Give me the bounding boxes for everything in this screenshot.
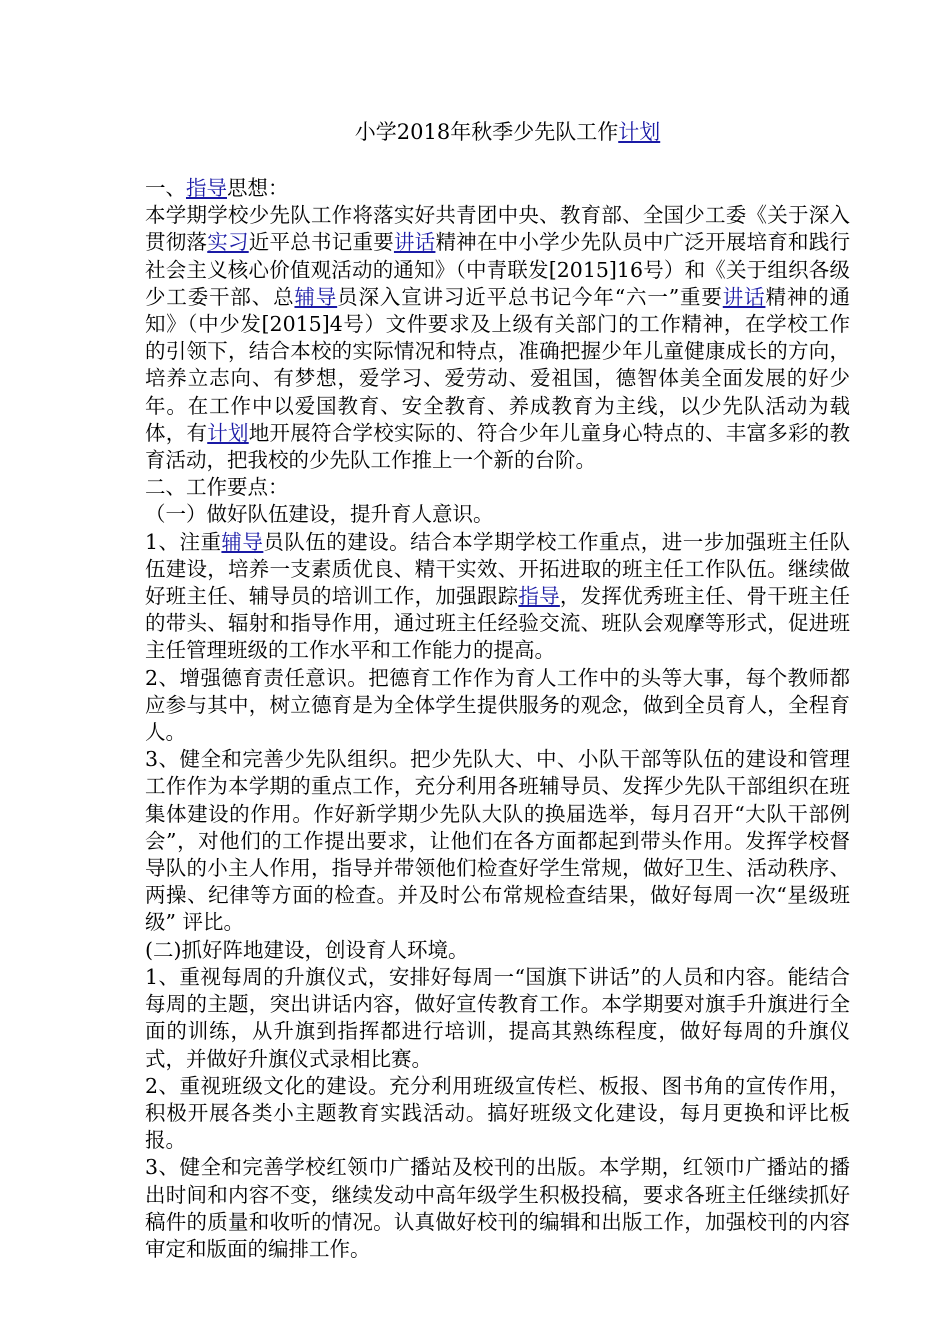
paragraph-text: 思想： <box>227 176 289 200</box>
inline-link[interactable]: 讲话 <box>393 230 436 255</box>
paragraph <box>145 474 850 501</box>
paragraph-text: 精神在中小学少先队员中广泛开展培育和践行社会主义核心价值观活动的通知》（中青联发[2015]16号）和《关于组织各级少工委干部、总 <box>145 230 851 309</box>
paragraph-text: 1、重视每周的升旗仪式，安排好每周一“国旗下讲话”的人员和内容。能结合每周的主题，突出讲话内容，做好宣传教育工作。本学期要对旗手升旗进行全面的训练，从升旗到指挥都进行培训，提高其熟练程度，做好每周的升旗仪式，并做好升旗仪式录相比赛。 <box>145 964 850 1071</box>
inline-link[interactable]: 指导 <box>518 584 560 609</box>
paragraph <box>145 1073 850 1155</box>
paragraph <box>145 665 850 747</box>
paragraph-text: 2、重视班级文化的建设。充分利用班级宣传栏、板报、图书角的宣传作用，积极开展各类小主题教育实践活动。搞好班级文化建设，每月更换和评比板报。 <box>145 1073 850 1153</box>
paragraph-text: 员深入宣讲习近平总书记今年“六一”重要 <box>337 284 723 309</box>
paragraph <box>145 175 850 202</box>
inline-link[interactable]: 辅导 <box>294 284 338 309</box>
inline-link[interactable]: 讲话 <box>722 284 766 309</box>
paragraph-text: 一、 <box>145 176 186 200</box>
paragraph-text: 精神的通知》（中少发[2015]4号）文件要求及上级有关部门的工作精神，在学校工作的引领下，结合本校的实际情况和特点，准确把握少年儿童健康成长的方向，培养立志向、有梦想，爱学习、爱劳动、爱祖国，德智体美全面发展的好少年。在工作中以爱国教育、安全教育、养成教育为主线，以少先队活动为载体，有 <box>145 284 851 445</box>
inline-link[interactable]: 计划 <box>207 420 249 445</box>
paragraph <box>145 746 850 936</box>
paragraph-text: 3、健全和完善少先队组织。把少先队大、中、小队干部等队伍的建设和管理工作作为本学期的重点工作，充分利用各班辅导员、发挥少先队干部组织在班集体建设的作用。作好新学期少先队大队的换届选举，每月召开“大队干部例会”，对他们的工作提出要求，让他们在各方面都起到带头作用。发挥学校督导队的小主人作用，指导并带领他们检查好学生常规，做好卫生、活动秩序、两操、纪律等方面的检查。并及时公布常规检查结果，做好每周一次“星级班级” 评比。 <box>145 747 850 935</box>
paragraph-text: 二、工作要点： <box>145 475 289 500</box>
paragraph-text: （一）做好队伍建设，提升育人意识。 <box>145 502 494 527</box>
paragraph <box>145 964 850 1073</box>
paragraph-text: ，发挥优秀班主任、骨干班主任的带头、辐射和指导作用，通过班主任经验交流、班队会观摩等形式，促进班主任管理班级的工作水平和工作能力的提高。 <box>145 584 851 663</box>
document-body <box>145 175 850 1263</box>
paragraph <box>145 501 850 528</box>
paragraph-text: 3、健全和完善学校红领巾广播站及校刊的出版。本学期，红领巾广播站的播出时间和内容不变，继续发动中高年级学生积极投稿，要求各班主任继续抓好稿件的质量和收听的情况。认真做好校刊的编辑和出版工作，加强校刊的内容审定和版面的编排工作。 <box>145 1155 850 1261</box>
paragraph-text: 本学期学校少先队工作将落实好共青团中央、教育部、全国少工委《关于深入贯彻落 <box>145 203 850 255</box>
document-title <box>145 117 850 147</box>
paragraph-text: 1、注重 <box>145 529 222 554</box>
paragraph <box>145 937 850 964</box>
title-text: 小学2018年秋季少先队工作 <box>354 120 619 144</box>
paragraph <box>145 1154 850 1263</box>
paragraph-text: 2、增强德育责任意识。把德育工作作为育人工作中的头等大事，每个教师都应参与其中，树立德育是为全体学生提供服务的观念，做到全员育人，全程育人。 <box>145 665 850 745</box>
paragraph-text: (二)抓好阵地建设，创设育人环境。 <box>145 937 469 962</box>
paragraph-text: 近平总书记重要 <box>248 230 394 255</box>
paragraph <box>145 529 850 665</box>
paragraph-text: 员队伍的建设。结合本学期学校工作重点，进一步加强班主任队伍建设，培养一支素质优良、精干实效、开拓进取的班主任工作队伍。继续做好班主任、辅导员的培训工作，加强跟踪 <box>145 529 851 609</box>
inline-link[interactable]: 实习 <box>207 230 249 255</box>
inline-link[interactable]: 指导 <box>186 176 227 200</box>
inline-link[interactable]: 辅导 <box>221 529 264 554</box>
paragraph-text: 地开展符合学校实际的、符合少年儿童身心特点的、丰富多彩的教育活动，把我校的少先队工作推上一个新的台阶。 <box>145 420 851 473</box>
paragraph <box>145 202 850 474</box>
title-link-plan[interactable]: 计划 <box>618 120 661 144</box>
